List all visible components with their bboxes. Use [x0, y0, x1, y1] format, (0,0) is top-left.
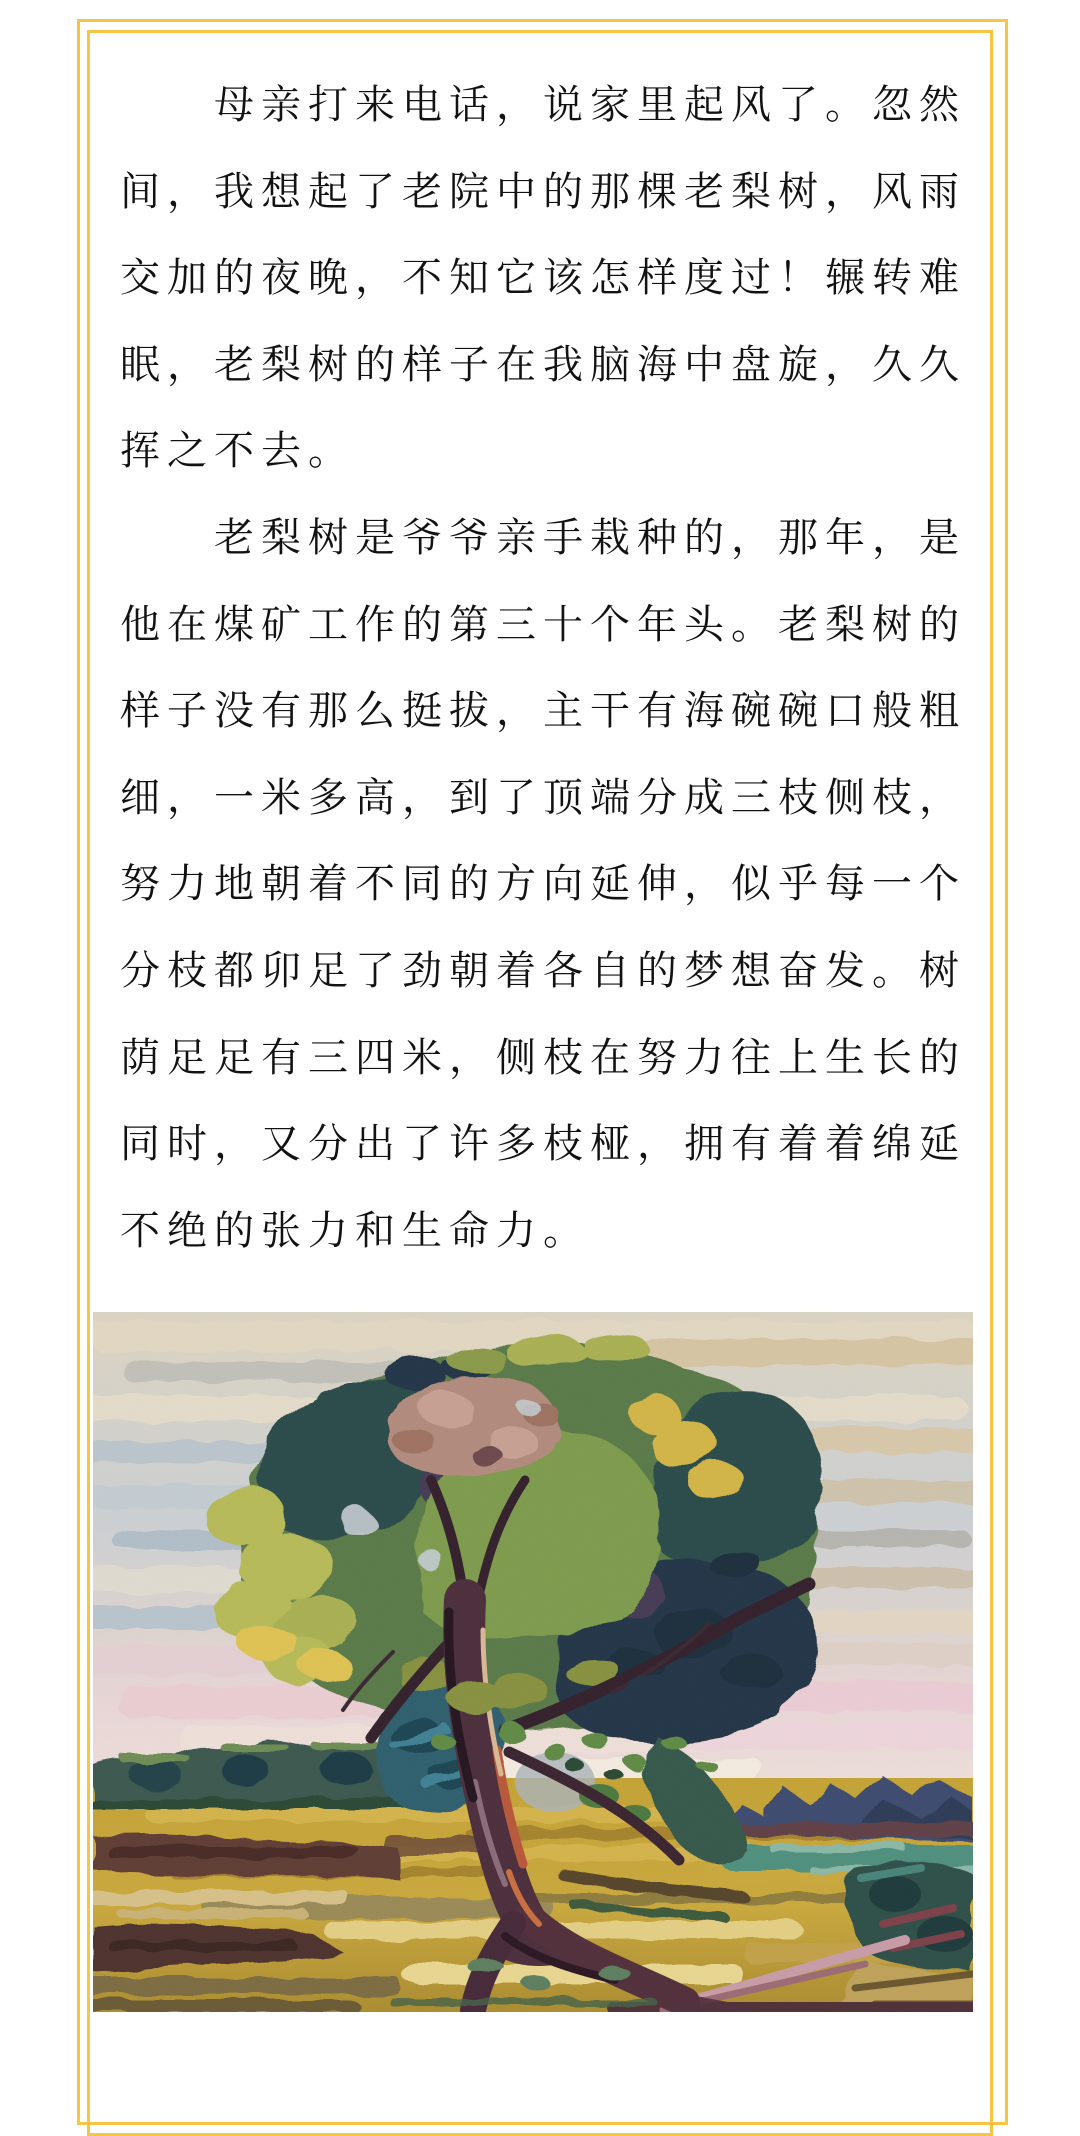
text-line: 老梨树是爷爷亲手栽种的，那年，是: [214, 515, 966, 560]
text-line: 间，我想起了老院中的那棵老梨树，风雨: [120, 169, 966, 214]
text-line: 交加的夜晚，不知它该怎样度过！辗转难: [120, 256, 966, 301]
text-line: 挥之不去。: [120, 429, 355, 474]
text-line: 不绝的张力和生命力。: [120, 1208, 590, 1253]
text-line: 他在煤矿工作的第三十个年头。老梨树的: [120, 602, 966, 647]
text-line: 样子没有那么挺拔，主干有海碗碗口般粗: [120, 689, 966, 734]
tree-painting: [93, 1312, 973, 2012]
text-line: 努力地朝着不同的方向延伸，似乎每一个: [120, 862, 966, 907]
text-line: 同时，又分出了许多枝桠，拥有着着绵延: [120, 1122, 966, 1167]
text-line: 细，一米多高，到了顶端分成三枝侧枝，: [120, 775, 966, 820]
text-line: 母亲打来电话，说家里起风了。忽然: [214, 83, 966, 127]
text-line: 分枝都卯足了劲朝着各自的梦想奋发。树: [120, 948, 966, 993]
article-body: [120, 62, 970, 1274]
text-line: 荫足足有三四米，侧枝在努力往上生长的: [120, 1035, 966, 1080]
tree-painting-canvas: [93, 1312, 973, 2012]
painting-canvas-grain: [93, 1312, 973, 2012]
text-line: 眠，老梨树的样子在我脑海中盘旋，久久: [120, 342, 966, 387]
